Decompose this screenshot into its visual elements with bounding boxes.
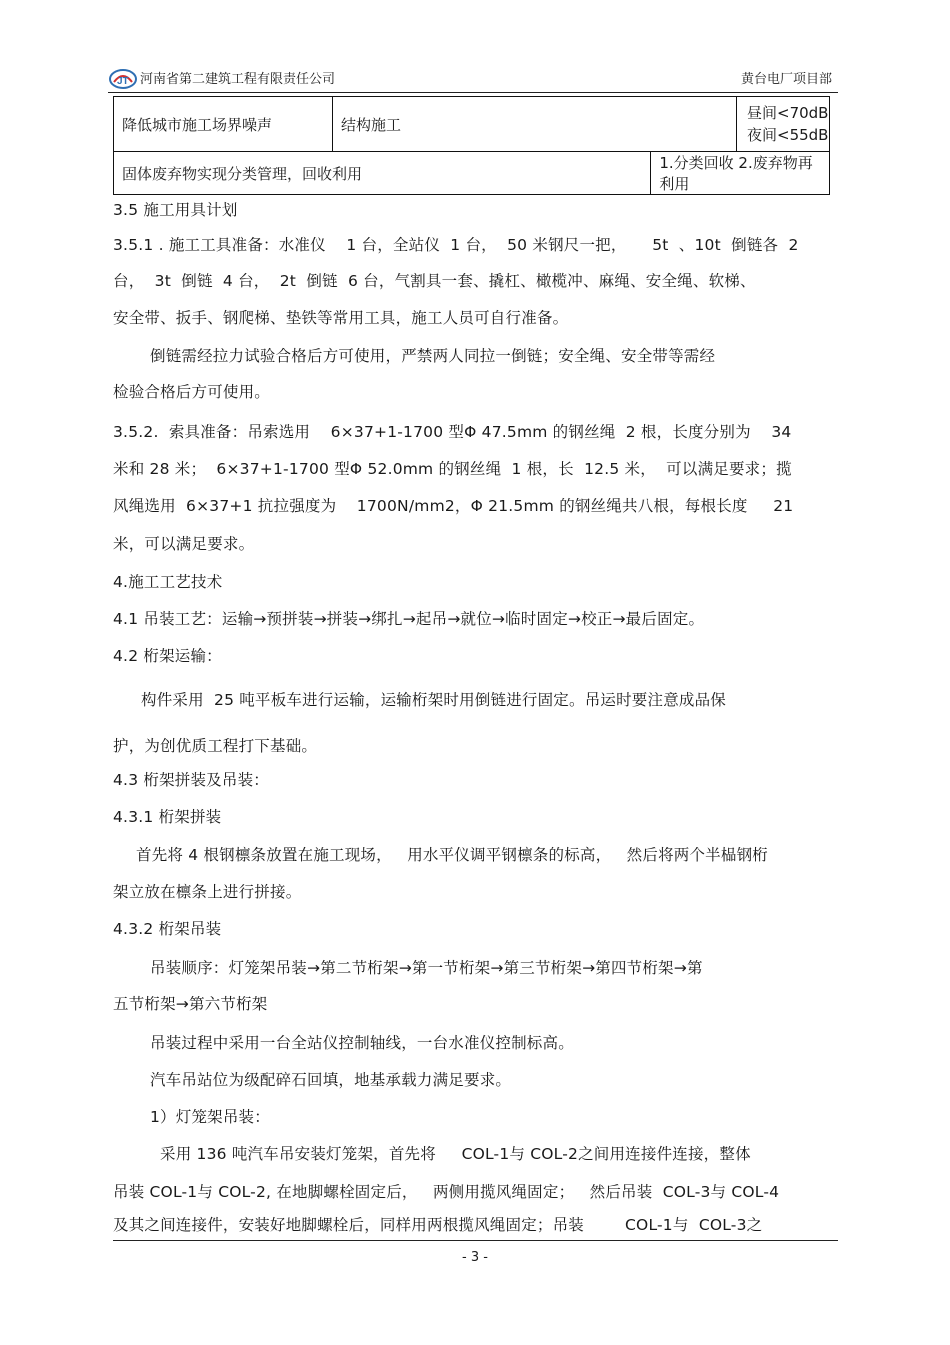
- limit-night: 夜间<55dB: [747, 126, 829, 144]
- text-line: 吊装 COL-1与 COL-2, 在地脚螺栓固定后， 两侧用揽风绳固定； 然后吊装 COL-3与 COL-4: [113, 1183, 780, 1201]
- section-heading: 4.3.1 桁架拼装: [113, 808, 222, 826]
- header-divider: [108, 92, 838, 93]
- text-line: 检验合格后方可使用。: [113, 383, 271, 401]
- text-line: 护，为创优质工程打下基础。: [113, 737, 318, 755]
- table-cell-limits: [737, 97, 830, 152]
- limit-day: 昼间<70dB: [747, 104, 829, 122]
- company-logo-icon: [108, 66, 138, 90]
- text-line: 吊装顺序：灯笼架吊装→第二节桁架→第一节桁架→第三节桁架→第四节桁架→第: [150, 959, 703, 977]
- environment-measures-table: [113, 96, 830, 195]
- text-line: 构件采用 25 吨平板车进行运输，运输桁架时用倒链进行固定。吊运时要注意成品保: [141, 691, 727, 709]
- footer-divider: [113, 1240, 838, 1241]
- svg-text:JT: JT: [117, 76, 129, 87]
- text-line: 汽车吊站位为级配碎石回填，地基承载力满足要求。: [150, 1071, 512, 1089]
- text-line: 架立放在檩条上进行拼接。: [113, 883, 302, 901]
- text-line: 及其之间连接件，安装好地脚螺栓后，同样用两根揽风绳固定；吊装 COL-1与 COL-3之: [113, 1216, 763, 1234]
- section-heading: 4.3.2 桁架吊装: [113, 920, 222, 938]
- text-line: 3.5.2. 索具准备：吊索选用 6×37+1-1700 型Φ 47.5mm 的钢丝绳 2 根，长度分别为 34: [113, 423, 792, 441]
- text-line: 倒链需经拉力试验合格后方可使用，严禁两人同拉一倒链；安全绳、安全带等需经: [150, 347, 716, 365]
- table-cell-item: 固体废弃物实现分类管理，回收利用: [114, 152, 651, 195]
- text-line: 米和 28 米； 6×37+1-1700 型Φ 52.0mm 的钢丝绳 1 根，长 12.5 米， 可以满足要求；揽: [113, 460, 792, 478]
- text-line: 五节桁架→第六节桁架: [113, 995, 268, 1013]
- section-heading: 4.3 桁架拼装及吊装：: [113, 771, 269, 789]
- text-line: 米，可以满足要求。: [113, 535, 255, 553]
- page-header: [108, 64, 838, 92]
- text-line: 台， 3t 倒链 4 台， 2t 倒链 6 台，气割具一套、撬杠、橄榄冲、麻绳、安全绳、软梯、: [113, 272, 756, 290]
- section-heading: 4.2 桁架运输：: [113, 647, 222, 665]
- table-row: [114, 152, 830, 195]
- section-heading: 4.施工工艺技术: [113, 573, 223, 591]
- text-line: 风绳选用 6×37+1 抗拉强度为 1700N/mm2，Φ 21.5mm 的钢丝绳共八根，每根长度 21: [113, 497, 794, 515]
- text-line: 4.1 吊装工艺：运输→预拼装→拼装→绑扎→起吊→就位→临时固定→校正→最后固定。: [113, 610, 705, 628]
- section-heading: 3.5 施工用具计划: [113, 201, 238, 219]
- table-row: [114, 97, 830, 152]
- page-number: - 3 -: [462, 1250, 488, 1265]
- text-line: 采用 136 吨汽车吊安装灯笼架，首先将 COL-1与 COL-2之间用连接件连接，整体: [160, 1145, 751, 1163]
- text-line: 1）灯笼架吊装：: [150, 1108, 270, 1126]
- table-cell-measure: 1.分类回收 2.废弃物再利用: [651, 152, 830, 195]
- text-line: 安全带、扳手、钢爬梯、垫铁等常用工具，施工人员可自行准备。: [113, 309, 569, 327]
- table-cell-item: 降低城市施工场界噪声: [114, 97, 333, 152]
- text-line: 首先将 4 根钢檩条放置在施工现场， 用水平仪调平钢檩条的标高， 然后将两个半榀钢桁: [136, 846, 768, 864]
- text-line: 3.5.1 . 施工工具准备：水准仪 1 台，全站仪 1 台， 50 米钢尺一把， 5t 、10t 倒链各 2: [113, 236, 799, 254]
- company-name: 河南省第二建筑工程有限责任公司: [140, 72, 336, 87]
- table-cell-stage: 结构施工: [333, 97, 737, 152]
- department-name: 黄台电厂项目部: [740, 72, 832, 87]
- text-line: 吊装过程中采用一台全站仪控制轴线，一台水准仪控制标高。: [150, 1034, 574, 1052]
